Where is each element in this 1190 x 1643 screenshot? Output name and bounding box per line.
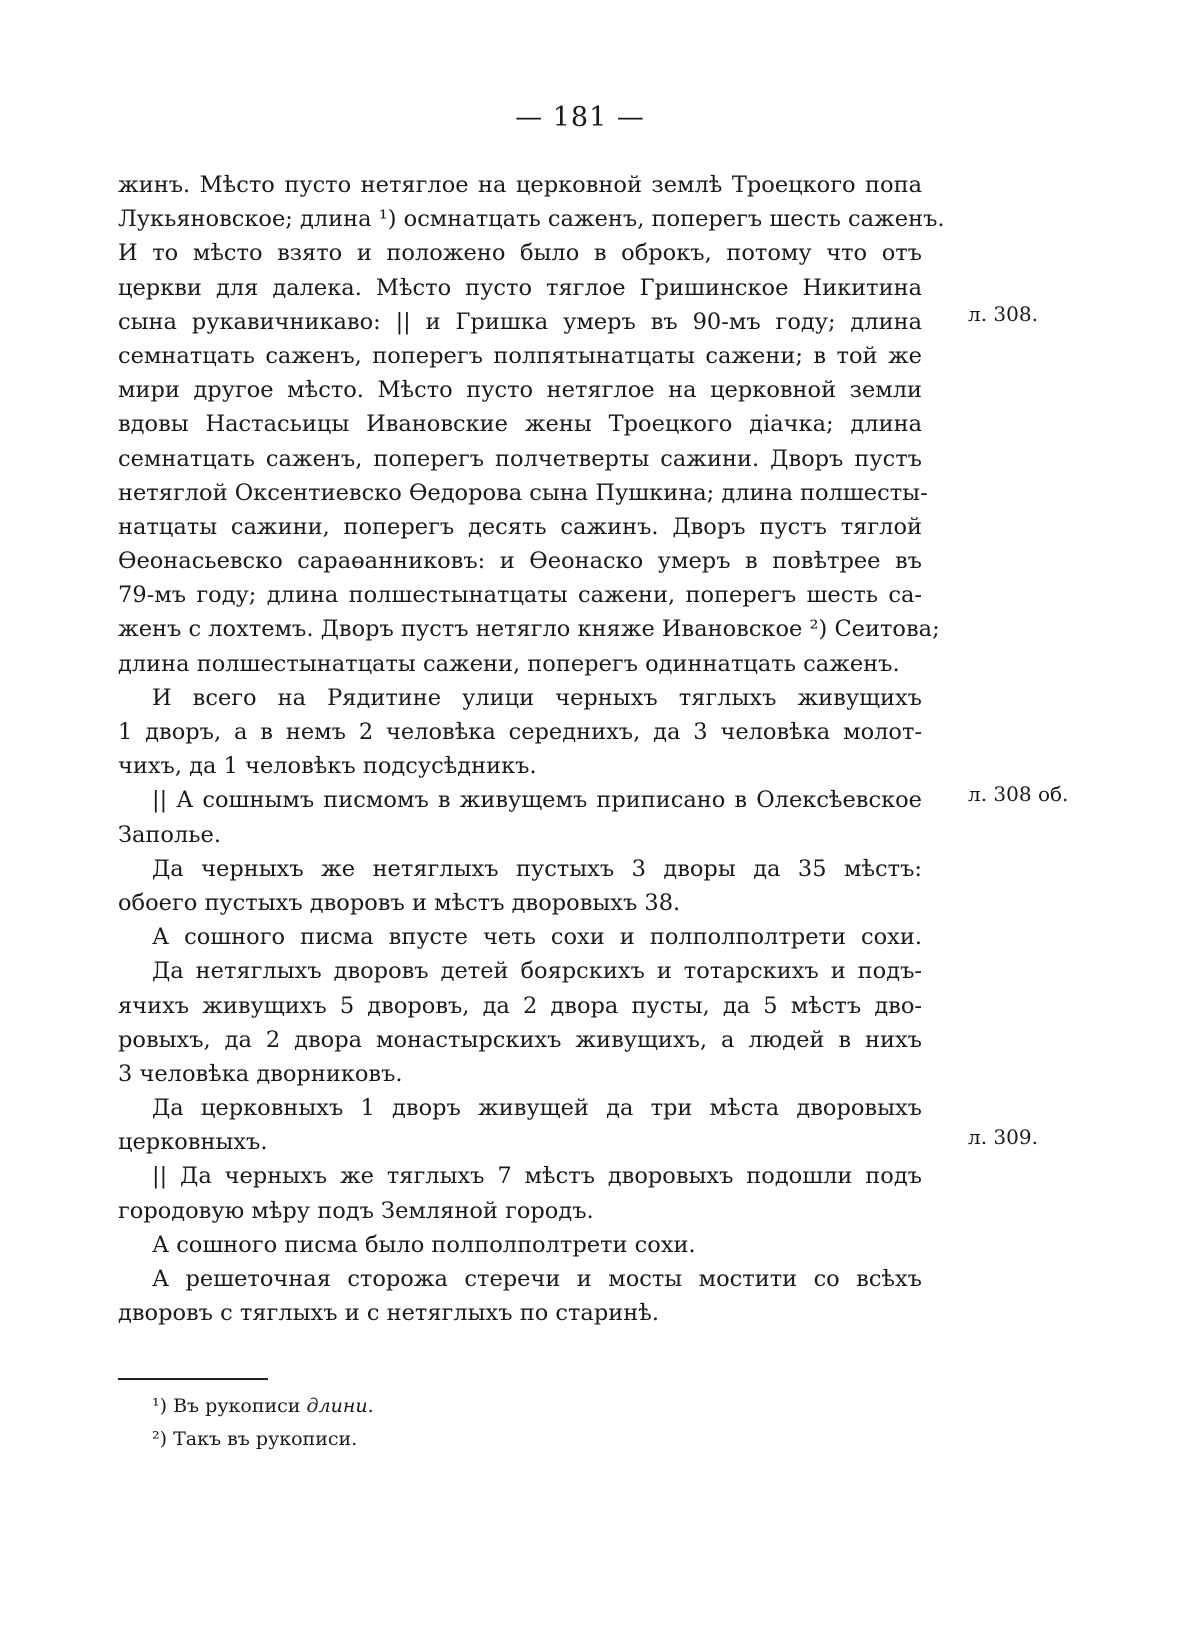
text-line: женъ с лохтемъ. Дворъ пустъ нетягло княже Ивановское ²) Сеитова; bbox=[118, 616, 940, 643]
text-line: жинъ. Мѣсто пусто нетяглое на церковной землѣ Троецкого попа bbox=[118, 172, 922, 198]
text-line: || Да черныхъ же тяглыхъ 7 мѣстъ дворовыхъ подошли подъ bbox=[152, 1163, 922, 1190]
footnote-mark: ²) bbox=[152, 1428, 168, 1450]
text-line: сына рукавичникаво: || и Гришка умеръ въ 90-мъ году; длина bbox=[118, 308, 922, 335]
main-text bbox=[118, 168, 945, 1330]
page-number: — 181 — bbox=[515, 102, 645, 133]
text-line: 1 дворъ, а в немъ 2 человѣка середнихъ, да 3 человѣка молот- bbox=[118, 719, 922, 745]
text-line: И всего на Рядитине улици черныхъ тяглыхъ живущихъ bbox=[152, 684, 922, 711]
text-line: семнатцать саженъ, поперегъ полчетверты сажини. Дворъ пустъ bbox=[118, 445, 922, 472]
text-line: 79-мъ году; длина полшестынатцаты сажени, поперегъ шесть са- bbox=[118, 582, 922, 609]
footnote-1 bbox=[152, 1395, 374, 1417]
text-line: Да церковныхъ 1 дворъ живущей да три мѣста дворовыхъ bbox=[152, 1095, 922, 1122]
text-line: Да нетяглыхъ дворовъ детей боярскихъ и тотарскихъ и подъ- bbox=[152, 958, 922, 985]
text-line: церковныхъ. bbox=[118, 1129, 268, 1156]
text-line: Өеонасьевско сараөанниковъ: и Өеонаско умеръ в повѣтрее въ bbox=[118, 548, 922, 575]
text-line: ячихъ живущихъ 5 дворовъ, да 2 двора пусты, да 5 мѣстъ дво- bbox=[118, 992, 922, 1019]
text-line: церкви для далека. Мѣсто пусто тяглое Гришинское Никитина bbox=[118, 274, 922, 301]
footnote-text: Такъ въ рукописи. bbox=[173, 1428, 358, 1450]
text-line: || А сошнымъ писмомъ в живущемъ приписано в Олексѣевское bbox=[152, 787, 922, 814]
text-line: Заполье. bbox=[118, 821, 221, 848]
footnote-italic: длини. bbox=[306, 1395, 374, 1417]
text-line: ровыхъ, да 2 двора монастырскихъ живущихъ, а людей в нихъ bbox=[118, 1026, 922, 1053]
text-line: чихъ, да 1 человѣкъ подсусѣдникъ. bbox=[118, 753, 537, 780]
margin-note-folio: л. 309. bbox=[968, 1125, 1038, 1149]
text-line: А сошного писма впусте четь сохи и полполполтрети сохи. bbox=[152, 924, 922, 951]
text-line: А решеточная сторожа стеречи и мосты мостити со всѣхъ bbox=[152, 1266, 922, 1292]
text-line: Лукьяновское; длина ¹) осмнатцать саженъ, поперегъ шесть саженъ. bbox=[118, 206, 945, 233]
text-line: 3 человѣка дворниковъ. bbox=[118, 1060, 403, 1087]
text-line: семнатцать саженъ, поперегъ полпятынатцаты сажени; в той же bbox=[118, 342, 922, 369]
text-line: длина полшестынатцаты сажени, поперегъ одиннатцать саженъ. bbox=[118, 650, 900, 677]
margin-note-folio: л. 308 об. bbox=[968, 782, 1069, 806]
text-line: Да черныхъ же нетяглыхъ пустыхъ 3 дворы да 35 мѣстъ: bbox=[152, 855, 922, 882]
margin-note-folio: л. 308. bbox=[968, 302, 1038, 326]
footnote-text: Въ рукописи bbox=[173, 1395, 301, 1417]
text-line: мири другое мѣсто. Мѣсто пусто нетяглое на церковной земли bbox=[118, 377, 922, 404]
text-line: А сошного писма было полполполтрети сохи. bbox=[152, 1231, 696, 1258]
footnote-mark: ¹) bbox=[152, 1395, 168, 1417]
text-line: обоего пустыхъ дворовъ и мѣстъ дворовыхъ 38. bbox=[118, 889, 681, 916]
text-line: дворовъ с тяглыхъ и с нетяглыхъ по старинѣ. bbox=[118, 1300, 659, 1327]
text-line: городовую мѣру подъ Земляной городъ. bbox=[118, 1197, 594, 1224]
text-line: натцаты сажини, поперегъ десять сажинъ. Дворъ пустъ тяглой bbox=[118, 513, 922, 540]
text-line: нетяглой Оксентиевско Өедорова сына Пушкина; длина полшесты- bbox=[118, 479, 928, 506]
footnote-divider bbox=[118, 1378, 268, 1380]
text-line: И то мѣсто взято и положено было в оброкъ, потому что отъ bbox=[118, 240, 922, 267]
text-line: вдовы Настасьицы Ивановские жены Троецкого дiачка; длина bbox=[118, 411, 922, 438]
footnote-2 bbox=[152, 1428, 357, 1450]
